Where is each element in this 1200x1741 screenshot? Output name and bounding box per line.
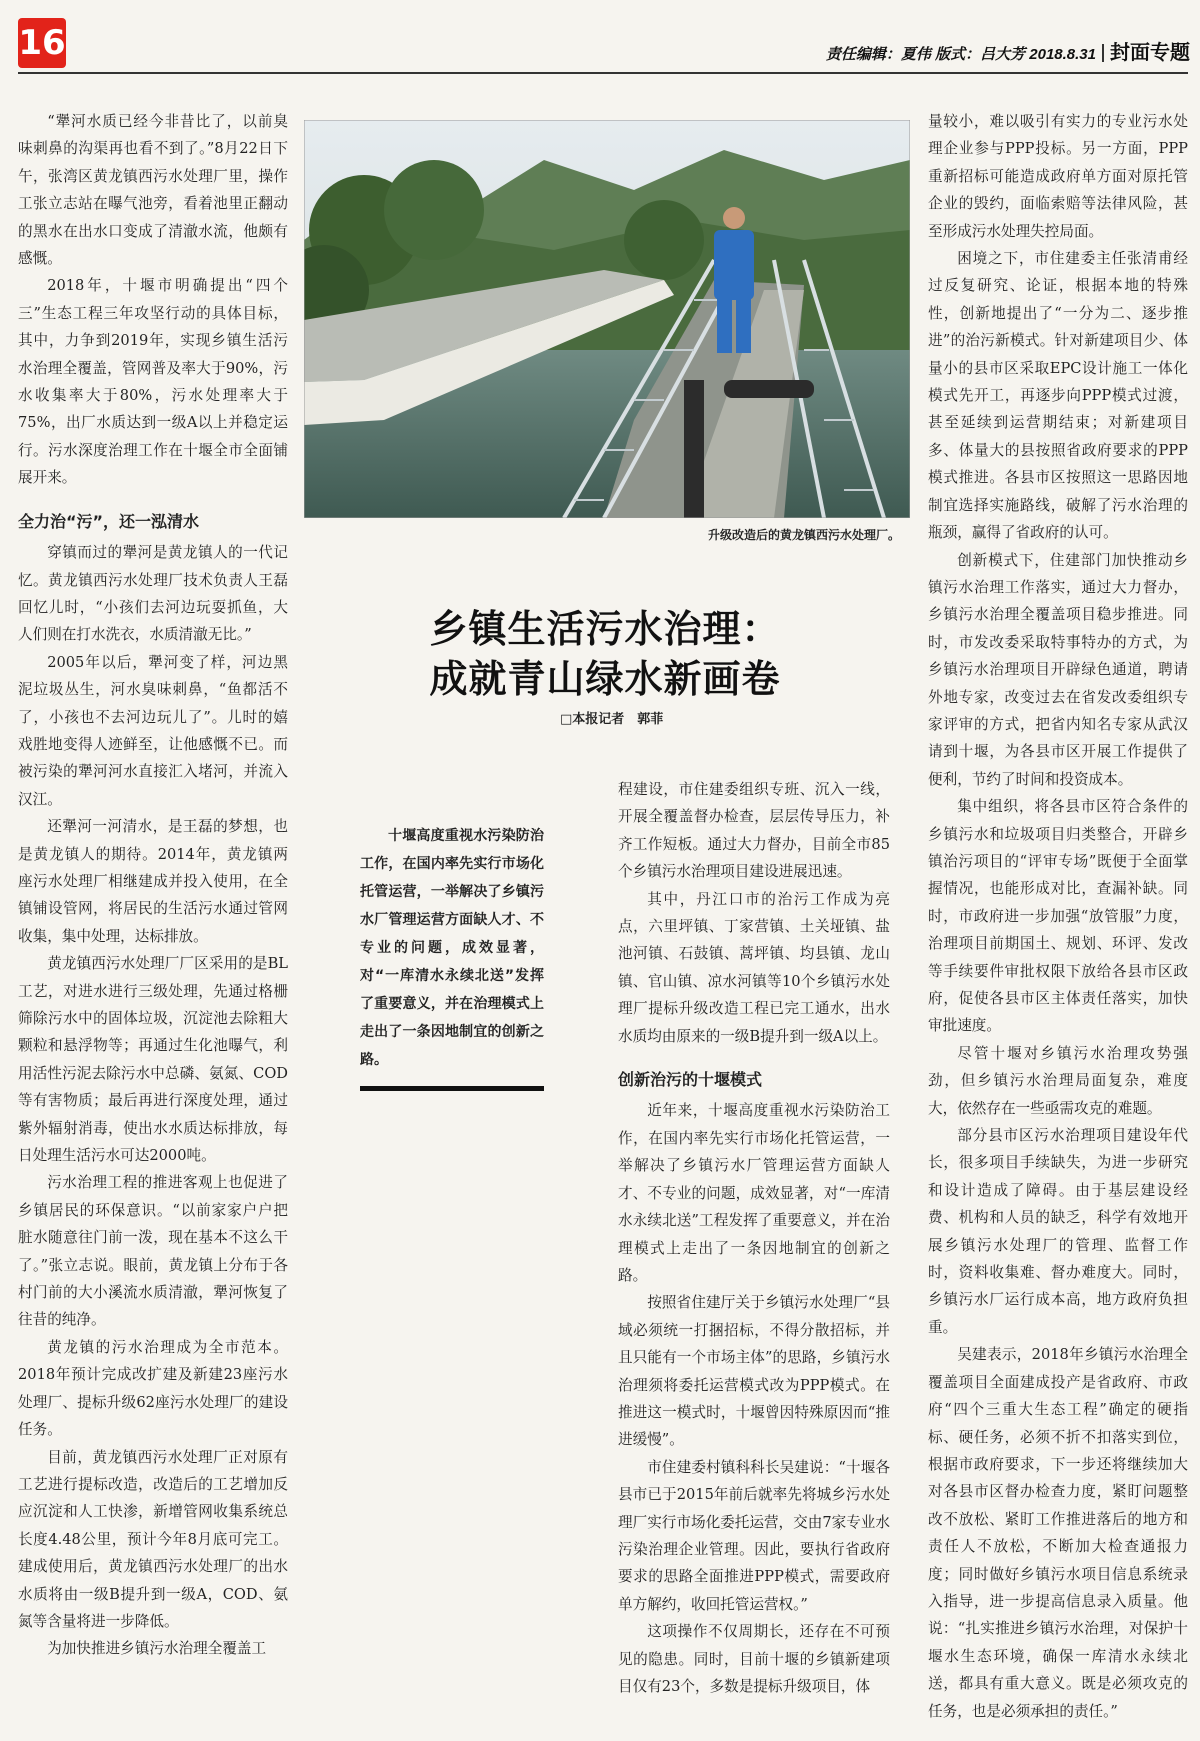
article-headline [330,604,880,704]
paragraph: 市住建委村镇科科长吴建说：“十堰各县市已于2015年前后就率先将城乡污水处理厂实行市场化委托运营，交由7家专业水污染治理企业管理。因此，要执行省政府要求的思路全面推进PPP模式，需要政府单方解约，收回托管运营权。” [618,1458,890,1613]
subheading: 全力治“污”，还一泓清水 [18,511,200,531]
paragraph: 这项操作不仅周期长，还存在不可预见的隐患。同时，目前十堰的乡镇新建项目仅有23个，多数是提标升级项目，体 [618,1623,890,1695]
pull-quote-rule [360,1086,544,1091]
pull-quote: 十堰高度重视水污染防治工作，在国内率先实行市场化托管运营，一举解决了乡镇污水厂管理运营方面缺人才、不专业的问题，成效显著，对“一库清水永续北送”发挥了重要意义，并在治理模式上走出了一条因地制宜的创新之路。 [360,828,544,1068]
paragraph: 创新模式下，住建部门加快推动乡镇污水治理工作落实，通过大力督办，乡镇污水治理全覆盖项目稳步推进。同时，市发改委采取特事特办的方式，为乡镇污水治理项目开辟绿色通道，聘请外地专家，改变过去在省发改委组织专家评审的方式，把省内知名专家从武汉请到十堰，为各县市区开展工作提供了便利，节约了时间和投资成本。 [928,551,1188,788]
page-number: 16 [18,18,66,68]
headline-line-1: 乡镇生活污水治理： [429,606,781,651]
paragraph: 吴建表示，2018年乡镇污水治理全覆盖项目全面建成投产是省政府、市政府“四个三重大生态工程”确定的硬指标、硬任务，必须不折不扣落实到位，根据市政府要求，下一步还将继续加大对各县市区督办检查力度，紧盯问题整改不放松、紧盯工作推进落后的地方和责任人不放松，不断加大检查通报力度；同时做好乡镇污水项目信息系统录入指导，进一步提高信息录入质量。他说：“扎实推进乡镇污水治理，对保护十堰水生态环境，确保一库清水永续北送，都具有重大意义。既是必须攻克的任务，也是必须承担的责任。” [928,1346,1188,1720]
article-column-4 [928,108,1188,1725]
paragraph: 2018年，十堰市明确提出“四个三”生态工程三年攻坚行动的具体目标，其中，力争到2019年，实现乡镇生活污水治理全覆盖，管网普及率大于90%，污水收集率大于80%，污水处理率大于75%，出厂水质达到一级A以上并稳定运行。污水深度治理工作在十堰全市全面铺展开来。 [18,277,288,487]
header-divider [1102,44,1104,62]
paragraph: 穿镇而过的犟河是黄龙镇人的一代记忆。黄龙镇西污水处理厂技术负责人王磊回忆儿时，“小孩们去河边玩耍抓鱼，大人们则在打水洗衣，水质清澈无比。” [18,544,288,644]
editor-credit: 责任编辑：夏伟 版式：吕大芳 2018.8.31 [825,46,1096,63]
headline-line-2: 成就青山绿水新画卷 [429,656,781,701]
byline: □本报记者 郭菲 [560,712,664,727]
paragraph: “犟河水质已经今非昔比了，以前臭味刺鼻的沟渠再也看不到了。”8月22日下午，张湾区黄龙镇西污水处理厂里，操作工张立志站在曝气池旁，看着池里正翻动的黑水在出水口变成了清澈水流，他颇有感慨。 [18,113,288,268]
header-rule [18,72,1188,74]
paragraph: 为加快推进乡镇污水治理全覆盖工 [47,1640,267,1658]
article-photo [304,120,910,518]
section-title: 封面专题 [1110,42,1190,64]
wastewater-plant-illustration [304,120,910,518]
paragraph: 目前，黄龙镇西污水处理厂正对原有工艺进行提标改造，改造后的工艺增加反应沉淀和人工快渗，新增管网收集系统总长度4.48公里，预计今年8月底可完工。建成使用后，黄龙镇西污水处理厂的出水水质将由一级B提升到一级A，COD、氨氮等含量将进一步降低。 [18,1448,288,1630]
paragraph: 还犟河一河清水，是王磊的梦想，也是黄龙镇人的期待。2014年，黄龙镇两座污水处理厂相继建成并投入使用，在全镇铺设管网，将居民的生活污水通过管网收集，集中处理，达标排放。 [18,818,288,945]
paragraph: 集中组织，将各县市区符合条件的乡镇污水和垃圾项目归类整合，开辟乡镇治污项目的“评审专场”既便于全面掌握情况，也能形成对比，查漏补缺。同时，市政府进一步加强“放管服”力度，治理项目前期国土、规划、环评、发改等手续要件审批权限下放给各县市区政府，促使各县市区主体责任落实，加快审批速度。 [928,798,1188,1035]
paragraph: 尽管十堰对乡镇污水治理攻势强劲，但乡镇污水治理局面复杂，难度大，依然存在一些亟需攻克的难题。 [928,1044,1188,1117]
paragraph: 其中，丹江口市的治污工作成为亮点，六里坪镇、丁家营镇、土关垭镇、盐池河镇、石鼓镇、蒿坪镇、均县镇、龙山镇、官山镇、凉水河镇等10个乡镇污水处理厂提标升级改造工程已完工通水，出水水质均由原来的一级B提升到一级A以上。 [618,890,890,1045]
paragraph: 污水治理工程的推进客观上也促进了乡镇居民的环保意识。“以前家家户户把脏水随意往门前一泼，现在基本不这么干了。”张立志说。眼前，黄龙镇上分布于各村门前的大小溪流水质清澈，犟河恢复了往昔的纯净。 [18,1174,288,1329]
photo-caption: 升级改造后的黄龙镇西污水处理厂。 [707,528,900,542]
paragraph: 困境之下，市住建委主任张清甫经过反复研究、论证，根据本地的特殊性，创新地提出了“一分为二、逐步推进”的治污新模式。针对新建项目少、体量小的县市区采取EPC设计施工一体化模式先开工，再逐步向PPP模式过渡，甚至延续到运营期结束；对新建项目多、体量大的县按照省政府要求的PPP模式推进。各县市区按照这一思路因地制宜选择实施路线，破解了污水治理的瓶颈，赢得了省政府的认可。 [928,250,1188,542]
paragraph: 近年来，十堰高度重视水污染防治工作，在国内率先实行市场化托管运营，一举解决了乡镇污水厂管理运营方面缺人才、不专业的问题，成效显著，对“一库清水永续北送”工程发挥了重要意义，并在治理模式上走出了一条因地制宜的创新之路。 [618,1102,890,1284]
article-column-1 [18,108,288,1663]
subheading: 创新治污的十堰模式 [618,1070,763,1090]
paragraph: 2005年以后，犟河变了样，河边黑泥垃圾丛生，河水臭味刺鼻，“鱼都活不了，小孩也不去河边玩儿了”。儿时的嬉戏胜地变得人迹鲜至，让他感慨不已。而被污染的犟河河水直接汇入堵河，并流入汉江。 [18,653,288,808]
paragraph: 部分县市区污水治理项目建设年代长，很多项目手续缺失，为进一步研究和设计造成了障碍。由于基层建设经费、机构和人员的缺乏，科学有效地开展乡镇污水处理厂的管理、监督工作时，资料收集难、督办难度大。同时，乡镇污水厂运行成本高，地方政府负担重。 [928,1127,1188,1336]
article-column-3 [618,776,890,1700]
paragraph: 黄龙镇西污水处理厂厂区采用的是BL工艺，对进水进行三级处理，先通过格栅筛除污水中的固体垃圾，沉淀池去除粗大颗粒和悬浮物等；再通过生化池曝气，利用活性污泥去除污水中总磷、氨氮、COD等有害物质；最后再进行深度处理，通过紫外辐射消毒，使出水水质达标排放，每日处理生活污水可达2000吨。 [18,955,288,1165]
paragraph: 黄龙镇的污水治理成为全市范本。2018年预计完成改扩建及新建23座污水处理厂、提标升级62座污水处理厂的建设任务。 [18,1338,288,1439]
paragraph: 按照省住建厅关于乡镇污水处理厂“县域必须统一打捆招标，不得分散招标，并且只能有一个市场主体”的思路，乡镇污水治理须将委托运营模式改为PPP模式。在推进这一模式时，十堰曾因特殊原因而“推进缓慢”。 [618,1294,890,1449]
paragraph: 程建设，市住建委组织专班、沉入一线，开展全覆盖督办检查，层层传导压力，补齐工作短板。通过大力督办，目前全市85个乡镇污水治理项目建设进展迅速。 [618,781,890,881]
page-header [700,36,1190,65]
paragraph: 量较小，难以吸引有实力的专业污水处理企业参与PPP投标。另一方面，PPP重新招标可能造成政府单方面对原托管企业的毁约，面临索赔等法律风险，甚至形成污水处理失控局面。 [928,113,1188,240]
